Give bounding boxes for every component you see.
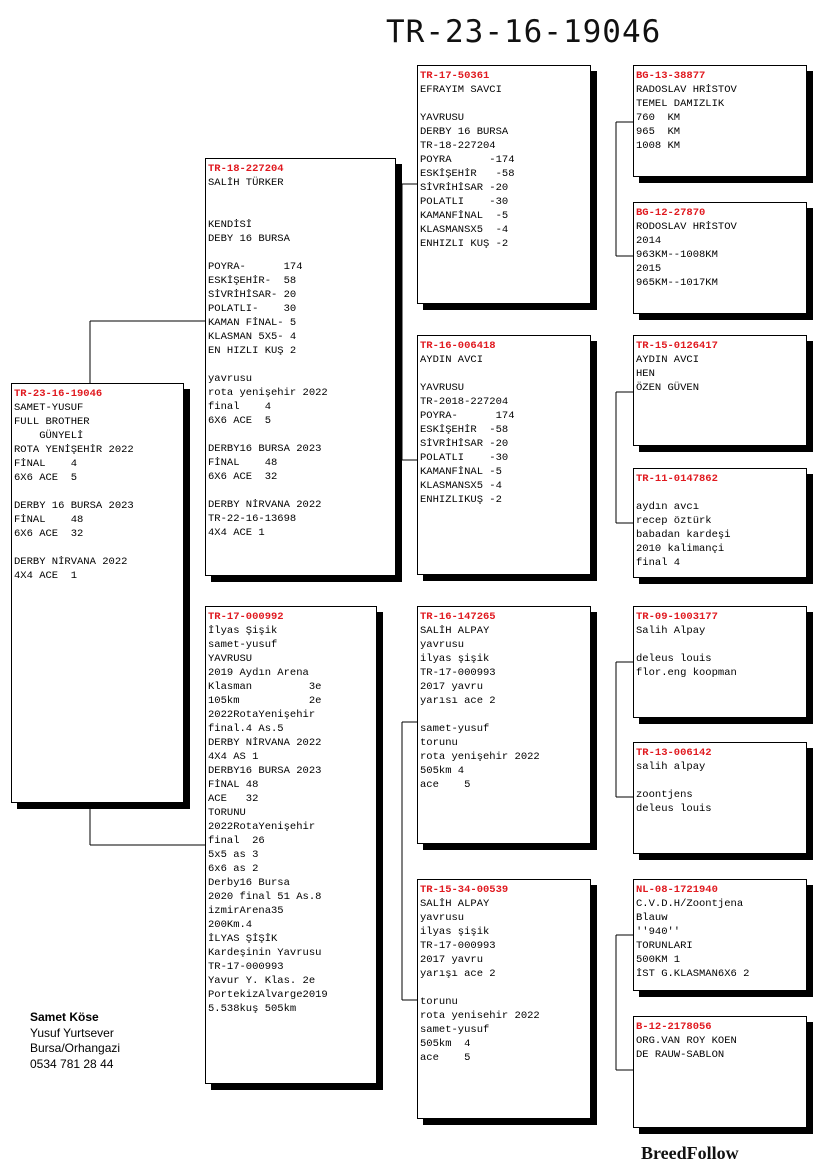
card-line: 2022RotaYenişehir: [208, 709, 316, 721]
pedigree-card-sire-sire-sire[interactable]: [633, 65, 807, 177]
card-line: ORG.VAN ROY KOEN: [636, 1035, 737, 1047]
card-lines: [636, 760, 804, 816]
card-lines: [14, 401, 181, 583]
pedigree-card-sire-sire[interactable]: [417, 65, 591, 304]
ring-number: B-12-2178056: [636, 1021, 712, 1033]
pedigree-card-sire-sire-dam[interactable]: [633, 202, 807, 314]
card-line: POLATLI -30: [420, 196, 509, 208]
card-line: DERBY 16 BURSA 2023: [14, 500, 134, 512]
ring-number: TR-13-006142: [636, 747, 712, 759]
card-line: KENDİSİ: [208, 219, 253, 231]
card-line: FİNAL 48: [208, 457, 278, 469]
card-line: 2015: [636, 263, 662, 275]
card-line: SALİH ALPAY: [420, 898, 490, 910]
card-line: deleus louis: [636, 653, 712, 665]
card-line: TR-18-227204: [420, 140, 496, 152]
card-line: TR-17-000993: [420, 667, 496, 679]
card-lines: [636, 624, 804, 680]
card-line: POYRA -174: [420, 154, 515, 166]
card-line: 105km 2e: [208, 695, 322, 707]
card-lines: [636, 897, 804, 981]
card-lines: [420, 83, 588, 251]
pedigree-card-sire-dam-dam[interactable]: [633, 468, 807, 578]
card-line: KLASMANSX5 -4: [420, 224, 509, 236]
card-line: recep öztürk: [636, 515, 712, 527]
card-line: salih alpay: [636, 761, 706, 773]
card-line: final 4: [636, 557, 681, 569]
ring-number: TR-15-34-00539: [420, 884, 509, 896]
card-line: 963KM--1008KM: [636, 249, 718, 261]
card-line: SİVRİHİSAR- 20: [208, 289, 297, 301]
card-line: [208, 484, 393, 498]
pedigree-card-dam-dam[interactable]: [417, 879, 591, 1119]
card-line: 505km 4: [420, 1038, 471, 1050]
card-lines: [208, 624, 374, 1016]
card-line: KAMANFİNAL -5: [420, 210, 509, 222]
card-line: ÖZEN GÜVEN: [636, 382, 700, 394]
card-line: Yavur Y. Klas. 2e: [208, 975, 316, 987]
owner-info: [30, 1010, 120, 1072]
card-line: ilyas şişik: [420, 653, 490, 665]
card-line: [420, 708, 588, 722]
card-line: [208, 204, 393, 218]
card-line: YAVRUSU: [420, 382, 465, 394]
card-line: DE RAUW-SABLON: [636, 1049, 725, 1061]
card-line: HEN: [636, 368, 655, 380]
card-line: aydın avcı: [636, 501, 700, 513]
card-line: rota yenişehir 2022: [208, 387, 328, 399]
card-line: [636, 486, 804, 500]
card-line: samet-yusuf: [420, 723, 490, 735]
card-line: 505km 4: [420, 765, 465, 777]
card-line: DERBY16 BURSA 2023: [208, 765, 322, 777]
card-line: ace 5: [420, 1052, 471, 1064]
card-line: SALİH TÜRKER: [208, 177, 284, 189]
card-line: TR-2018-227204: [420, 396, 509, 408]
card-line: torunu: [420, 737, 458, 749]
card-line: KLASMAN 5X5- 4: [208, 331, 297, 343]
card-line: İlyas Şişik: [208, 625, 278, 637]
card-line: ace 5: [420, 779, 471, 791]
ring-number: TR-09-1003177: [636, 611, 718, 623]
pedigree-card-sire-dam[interactable]: [417, 335, 591, 575]
ring-number: TR-16-147265: [420, 611, 496, 623]
ring-number: BG-12-27870: [636, 207, 706, 219]
ring-number: TR-17-000992: [208, 611, 284, 623]
card-line: SALİH ALPAY: [420, 625, 490, 637]
card-line: 2017 yavru: [420, 681, 484, 693]
card-line: rota yenişehir 2022: [420, 751, 540, 763]
ring-number: TR-23-16-19046: [14, 388, 103, 400]
card-line: POLATLI- 30: [208, 303, 297, 315]
card-line: 965 KM: [636, 126, 681, 138]
card-line: yavrusu: [420, 639, 465, 651]
card-line: FİNAL 4: [14, 458, 78, 470]
card-line: SİVRİHİSAR -20: [420, 438, 509, 450]
card-line: POLATLI -30: [420, 452, 509, 464]
card-line: flor.eng koopman: [636, 667, 737, 679]
card-line: 760 KM: [636, 112, 681, 124]
card-line: yarısı ace 2: [420, 695, 496, 707]
card-line: samet-yusuf: [420, 1024, 490, 1036]
card-line: 1008 KM: [636, 140, 681, 152]
card-line: YAVRUSU: [208, 653, 253, 665]
card-line: TR-17-000993: [420, 940, 496, 952]
card-line: 6X6 ACE 5: [208, 415, 272, 427]
brand-logo: BreedFollow: [641, 1143, 739, 1163]
card-line: SİVRİHİSAR -20: [420, 182, 509, 194]
card-line: POYRA- 174: [208, 261, 303, 273]
card-lines: [420, 353, 588, 507]
card-line: PortekizAlvarge2019: [208, 989, 328, 1001]
card-line: DERBY16 BURSA 2023: [208, 443, 322, 455]
pedigree-card-dam-dam-sire[interactable]: [633, 879, 807, 991]
pedigree-card-subject[interactable]: [11, 383, 184, 803]
card-line: 4X4 ACE 1: [208, 527, 265, 539]
card-line: TORUNLARI: [636, 940, 693, 952]
card-line: AYDIN AVCI: [420, 354, 484, 366]
card-lines: [636, 486, 804, 570]
ring-number: TR-15-0126417: [636, 340, 718, 352]
card-line: ESKİŞEHİR -58: [420, 168, 515, 180]
card-line: ACE 32: [208, 793, 259, 805]
card-line: C.V.D.H/Zoontjena: [636, 898, 744, 910]
ring-number: TR-16-006418: [420, 340, 496, 352]
ring-number: BG-13-38877: [636, 70, 706, 82]
card-line: RODOSLAV HRİSTOV: [636, 221, 737, 233]
card-line: 2014: [636, 235, 662, 247]
card-line: Derby16 Bursa: [208, 877, 290, 889]
pedigree-card-dam-sire-sire[interactable]: [633, 606, 807, 718]
pedigree-card-sire-dam-sire[interactable]: [633, 335, 807, 446]
card-line: 0534 781 28 44: [30, 1056, 114, 1071]
pedigree-card-dam-dam-dam[interactable]: [633, 1016, 807, 1128]
owner-name: Samet Köse: [30, 1010, 99, 1024]
card-line: 2022RotaYenişehir: [208, 821, 316, 833]
pedigree-title: TR-23-16-19046: [386, 14, 662, 50]
card-lines: [636, 83, 804, 153]
card-line: zoontjens: [636, 789, 693, 801]
card-line: 5x5 as 3: [208, 849, 259, 861]
card-line: [208, 428, 393, 442]
card-line: AYDIN AVCI: [636, 354, 700, 366]
card-line: 2019 Aydın Arena: [208, 667, 309, 679]
card-line: GÜNYELİ: [14, 430, 84, 442]
card-line: RADOSLAV HRİSTOV: [636, 84, 737, 96]
card-line: 6X6 ACE 32: [208, 471, 278, 483]
card-line: 6x6 as 2: [208, 863, 259, 875]
card-line: ''940'': [636, 926, 681, 938]
card-line: yavrusu: [420, 912, 465, 924]
card-line: ENHIZLIKUŞ -2: [420, 494, 502, 506]
card-line: TR-17-000993: [208, 961, 284, 973]
card-line: FİNAL 48: [14, 514, 84, 526]
card-lines: [636, 1034, 804, 1062]
pedigree-card-dam-sire[interactable]: [417, 606, 591, 844]
pedigree-card-dam[interactable]: [205, 606, 377, 1084]
card-line: [14, 541, 181, 555]
card-line: [14, 485, 181, 499]
ring-number: TR-17-50361: [420, 70, 490, 82]
card-line: 5.538kuş 505km: [208, 1003, 297, 1015]
card-line: SAMET-YUSUF: [14, 402, 84, 414]
card-line: izmirArena35: [208, 905, 284, 917]
card-line: KAMANFİNAL -5: [420, 466, 502, 478]
card-line: KLASMANSX5 -4: [420, 480, 502, 492]
card-line: Bursa/Orhangazi: [30, 1041, 121, 1055]
card-line: ESKİŞEHİR- 58: [208, 275, 297, 287]
card-lines: [420, 624, 588, 792]
card-line: yavrusu: [208, 373, 253, 385]
card-line: Klasman 3e: [208, 681, 322, 693]
card-line: EFRAYIM SAVCI: [420, 84, 502, 96]
card-line: babadan kardeşi: [636, 529, 731, 541]
card-line: ENHIZLI KUŞ -2: [420, 238, 509, 250]
card-line: DERBY NİRVANA 2022: [208, 499, 322, 511]
card-lines: [636, 353, 804, 395]
card-line: 4X4 ACE 1: [14, 570, 78, 582]
card-line: 6X6 ACE 5: [14, 472, 78, 484]
card-line: EN HIZLI KUŞ 2: [208, 345, 297, 357]
card-line: samet-yusuf: [208, 639, 278, 651]
ring-number: NL-08-1721940: [636, 884, 718, 896]
card-line: TR-22-16-13698: [208, 513, 297, 525]
card-line: TEMEL DAMIZLIK: [636, 98, 725, 110]
card-line: yarışı ace 2: [420, 968, 496, 980]
ring-number: TR-11-0147862: [636, 473, 718, 485]
card-line: 6X6 ACE 32: [14, 528, 84, 540]
card-line: 4X4 AS 1: [208, 751, 259, 763]
card-line: 965KM--1017KM: [636, 277, 718, 289]
card-line: ROTA YENİŞEHİR 2022: [14, 444, 134, 456]
card-line: ilyas şişik: [420, 926, 490, 938]
card-line: POYRA- 174: [420, 410, 515, 422]
card-line: deleus louis: [636, 803, 712, 815]
card-line: FULL BROTHER: [14, 416, 90, 428]
card-line: [208, 246, 393, 260]
card-line: 2017 yavru: [420, 954, 484, 966]
card-line: TORUNU: [208, 807, 246, 819]
card-line: Yusuf Yurtsever: [30, 1025, 114, 1040]
card-line: FİNAL 48: [208, 779, 259, 791]
card-line: DERBY NİRVANA 2022: [208, 737, 322, 749]
card-line: 200Km.4: [208, 919, 253, 931]
card-line: [208, 190, 393, 204]
card-line: [636, 638, 804, 652]
card-lines: [636, 220, 804, 290]
card-line: final 26: [208, 835, 265, 847]
card-line: [420, 981, 588, 995]
card-line: ESKİŞEHİR -58: [420, 424, 509, 436]
card-line: final 4: [208, 401, 272, 413]
card-line: İST G.KLASMAN6X6 2: [636, 968, 750, 980]
card-line: Kardeşinin Yavrusu: [208, 947, 322, 959]
card-line: YAVRUSU: [420, 112, 465, 124]
card-lines: [420, 897, 588, 1065]
pedigree-card-dam-sire-dam[interactable]: [633, 742, 807, 854]
card-line: 500KM 1: [636, 954, 681, 966]
card-line: [420, 367, 588, 381]
ring-number: TR-18-227204: [208, 163, 284, 175]
card-line: [636, 774, 804, 788]
card-line: KAMAN FİNAL- 5: [208, 317, 297, 329]
card-line: İLYAS ŞİŞİK: [208, 933, 278, 945]
card-line: 2010 kalimançi: [636, 543, 725, 555]
owner-details: [30, 1026, 120, 1073]
card-line: rota yenisehir 2022: [420, 1010, 540, 1022]
card-line: [420, 97, 588, 111]
card-line: Salih Alpay: [636, 625, 706, 637]
pedigree-card-sire[interactable]: [205, 158, 396, 576]
card-line: torunu: [420, 996, 458, 1008]
card-line: DERBY NİRVANA 2022: [14, 556, 128, 568]
card-line: final.4 As.5: [208, 723, 284, 735]
card-lines: [208, 176, 393, 540]
card-line: Blauw: [636, 912, 668, 924]
card-line: DEBY 16 BURSA: [208, 233, 290, 245]
card-line: 2020 final 51 As.8: [208, 891, 322, 903]
card-line: DERBY 16 BURSA: [420, 126, 509, 138]
card-line: [208, 358, 393, 372]
